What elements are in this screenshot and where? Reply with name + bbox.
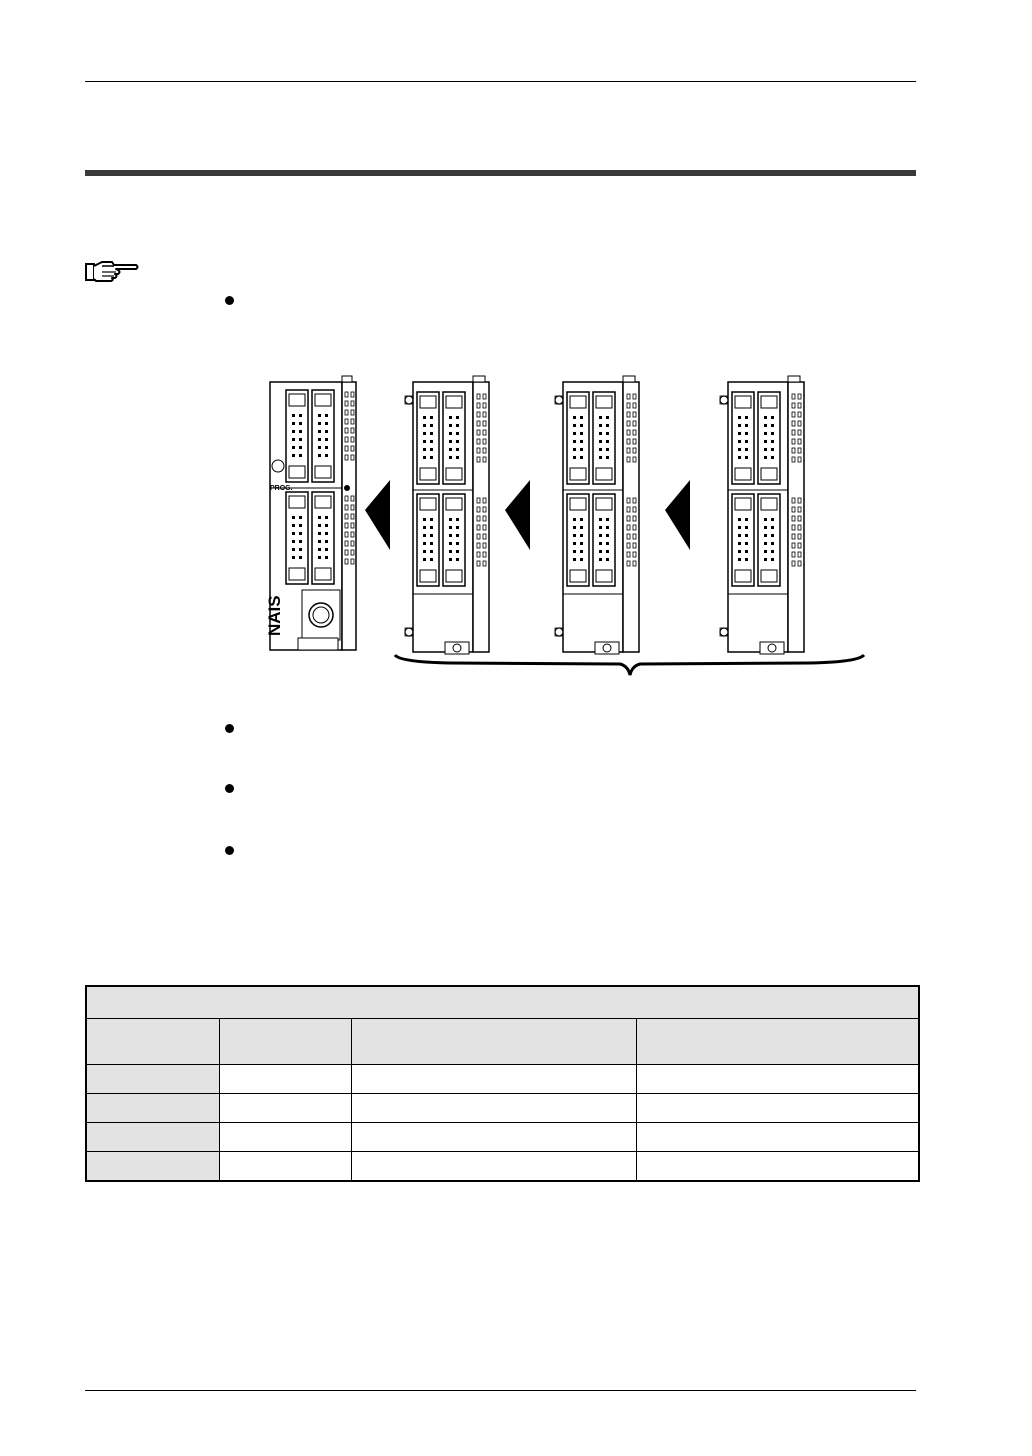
table-row — [86, 1065, 919, 1094]
table-cell — [637, 1152, 920, 1182]
main-unit-logo: NAIS — [265, 595, 284, 636]
arrow-left-icon — [665, 480, 690, 550]
table-cell — [637, 1123, 920, 1152]
bullet-dot — [225, 784, 234, 793]
expansion-unit — [555, 376, 639, 654]
table-header — [637, 1019, 920, 1065]
table-cell — [86, 1123, 220, 1152]
table-cell — [352, 1065, 637, 1094]
table-cell — [637, 1094, 920, 1123]
table-cell — [637, 1065, 920, 1094]
table-cell — [352, 1123, 637, 1152]
table-cell — [352, 1094, 637, 1123]
table-row — [86, 1123, 919, 1152]
arrow-left-icon — [365, 480, 390, 550]
table-cell — [86, 1152, 220, 1182]
section-title-rule — [85, 170, 916, 176]
table-cell — [220, 1094, 352, 1123]
control-unit — [265, 376, 356, 650]
table-header — [220, 1019, 352, 1065]
table-row — [86, 1152, 919, 1182]
header-rule — [85, 81, 916, 82]
table-header — [86, 1019, 220, 1065]
table-row — [86, 1094, 919, 1123]
table-cell — [86, 1094, 220, 1123]
table-cell — [220, 1065, 352, 1094]
arrow-left-icon — [505, 480, 530, 550]
expansion-units-figure — [250, 370, 880, 680]
table-cell — [220, 1152, 352, 1182]
table-cell — [352, 1152, 637, 1182]
footer-rule — [85, 1390, 916, 1391]
table-header — [352, 1019, 637, 1065]
expansion-unit — [405, 376, 489, 654]
bullet-dot — [225, 846, 234, 855]
bullet-dot — [225, 724, 234, 733]
bullet-dot — [225, 296, 234, 305]
pointing-hand-icon — [84, 256, 140, 284]
table-cell — [86, 1065, 220, 1094]
table-title — [86, 986, 919, 1019]
expansion-unit — [720, 376, 804, 654]
spec-table — [85, 985, 920, 1182]
main-unit-prog-label: PROG. — [270, 485, 293, 492]
table-cell — [220, 1123, 352, 1152]
brace-shape — [395, 655, 864, 675]
